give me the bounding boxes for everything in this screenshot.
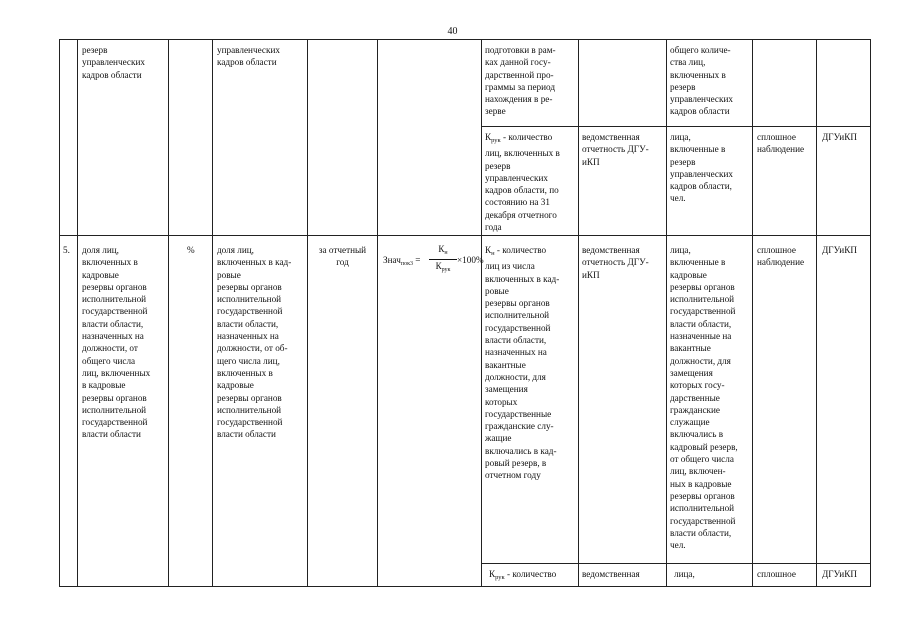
data-source: ведомственная [582,569,640,579]
observation-method: сплошное наблюдение [757,245,805,268]
indicator-definition: доля лиц, включенных в кад- ровые резервы органов исполнительной государственной власти области, назначенных на должности, от об- щего числа лиц, включенных в кадровые резервы органов исполнительной государственной власти области [217,245,292,440]
col-border [816,39,817,587]
observation-method: сплошное наблюдение [757,132,805,155]
col-border [307,39,308,587]
variable-unit: лица, включенные в кадровые резервы органов исполнительной государственной власти области, назначенные на вакантные должности, для замещения которых госу- дарственные гражданские служащие включались в кадровый резерв, от общего числа лиц, включен- ных в кадровые резервы органов исполнительной государственной власти области, чел. [670,245,738,551]
variable-unit: лица, [674,569,695,579]
responsible-body: ДГУиКП [822,245,857,255]
formula-fraction: $К_н$ $К_{рук}$ [429,244,457,276]
col-border [377,39,378,587]
table-right-border [870,39,871,587]
indicator-name: доля лиц, включенных в кадровые резервы органов исполнительной государственной власти области, назначенных на должности, от общего числа лиц, включенных в кадровые резервы органов исполнительной государственной власти области [82,245,151,440]
data-source: ведомственная отчетность ДГУ- иКП [582,245,649,280]
variable-k-ruk-description: $К_{рук}$ - количество лиц, включенных в резерв управленческих кадров области, по состоянию на 31 декабря отчетного года [485,132,560,233]
page-number: 40 [447,26,458,37]
col-border [168,39,169,587]
col-border [666,39,667,587]
indicator-unit: % [187,245,195,255]
col-border [752,39,753,587]
indicator-definition-continued: управленческих кадров области [217,45,280,68]
reporting-period: за отчетный год [318,245,367,268]
col-border [212,39,213,587]
responsible-body: ДГУиКП [822,569,857,579]
data-source: ведомственная отчетность ДГУ- иКП [582,132,649,167]
row-number: 5. [63,245,70,255]
formula-lhs: Знач$_{пок3}$ = [383,255,421,267]
indicator-name-continued: резерв управленческих кадров области [82,45,145,80]
col-border [77,39,78,587]
variable-unit: лица, включенные в резерв управленческих кадров области, чел. [670,132,733,204]
col-border [481,39,482,587]
table-top-border [59,39,871,40]
variable-unit-continued: общего количе- ства лиц, включенных в резерв управленческих кадров области [670,45,733,117]
observation-method: сплошное [757,569,796,579]
col-border [578,39,579,587]
variable-description-continued: подготовки в рам- ках данной госу- дарственной про- граммы за период нахождения в ре- зерве [485,45,556,117]
responsible-body: ДГУиКП [822,132,857,142]
table-bottom-border [59,586,871,587]
col-border [59,39,60,587]
formula-rhs: ×100% [457,255,484,265]
row-divider [59,235,871,236]
variable-k-ruk-description: $К_{рук}$ - количество [489,569,557,581]
row-divider [481,563,871,564]
variable-k-n-description: $К_н$ - количество лиц из числа включенных в кад- ровые резервы органов исполнительной государственной власти области, назначенных на вакантные должности, для замещения которых государственные гражданские слу- жащие включались в кад- ровый резерв, в отчетном году [485,245,560,481]
row-divider [481,126,871,127]
calculation-formula [383,244,484,276]
